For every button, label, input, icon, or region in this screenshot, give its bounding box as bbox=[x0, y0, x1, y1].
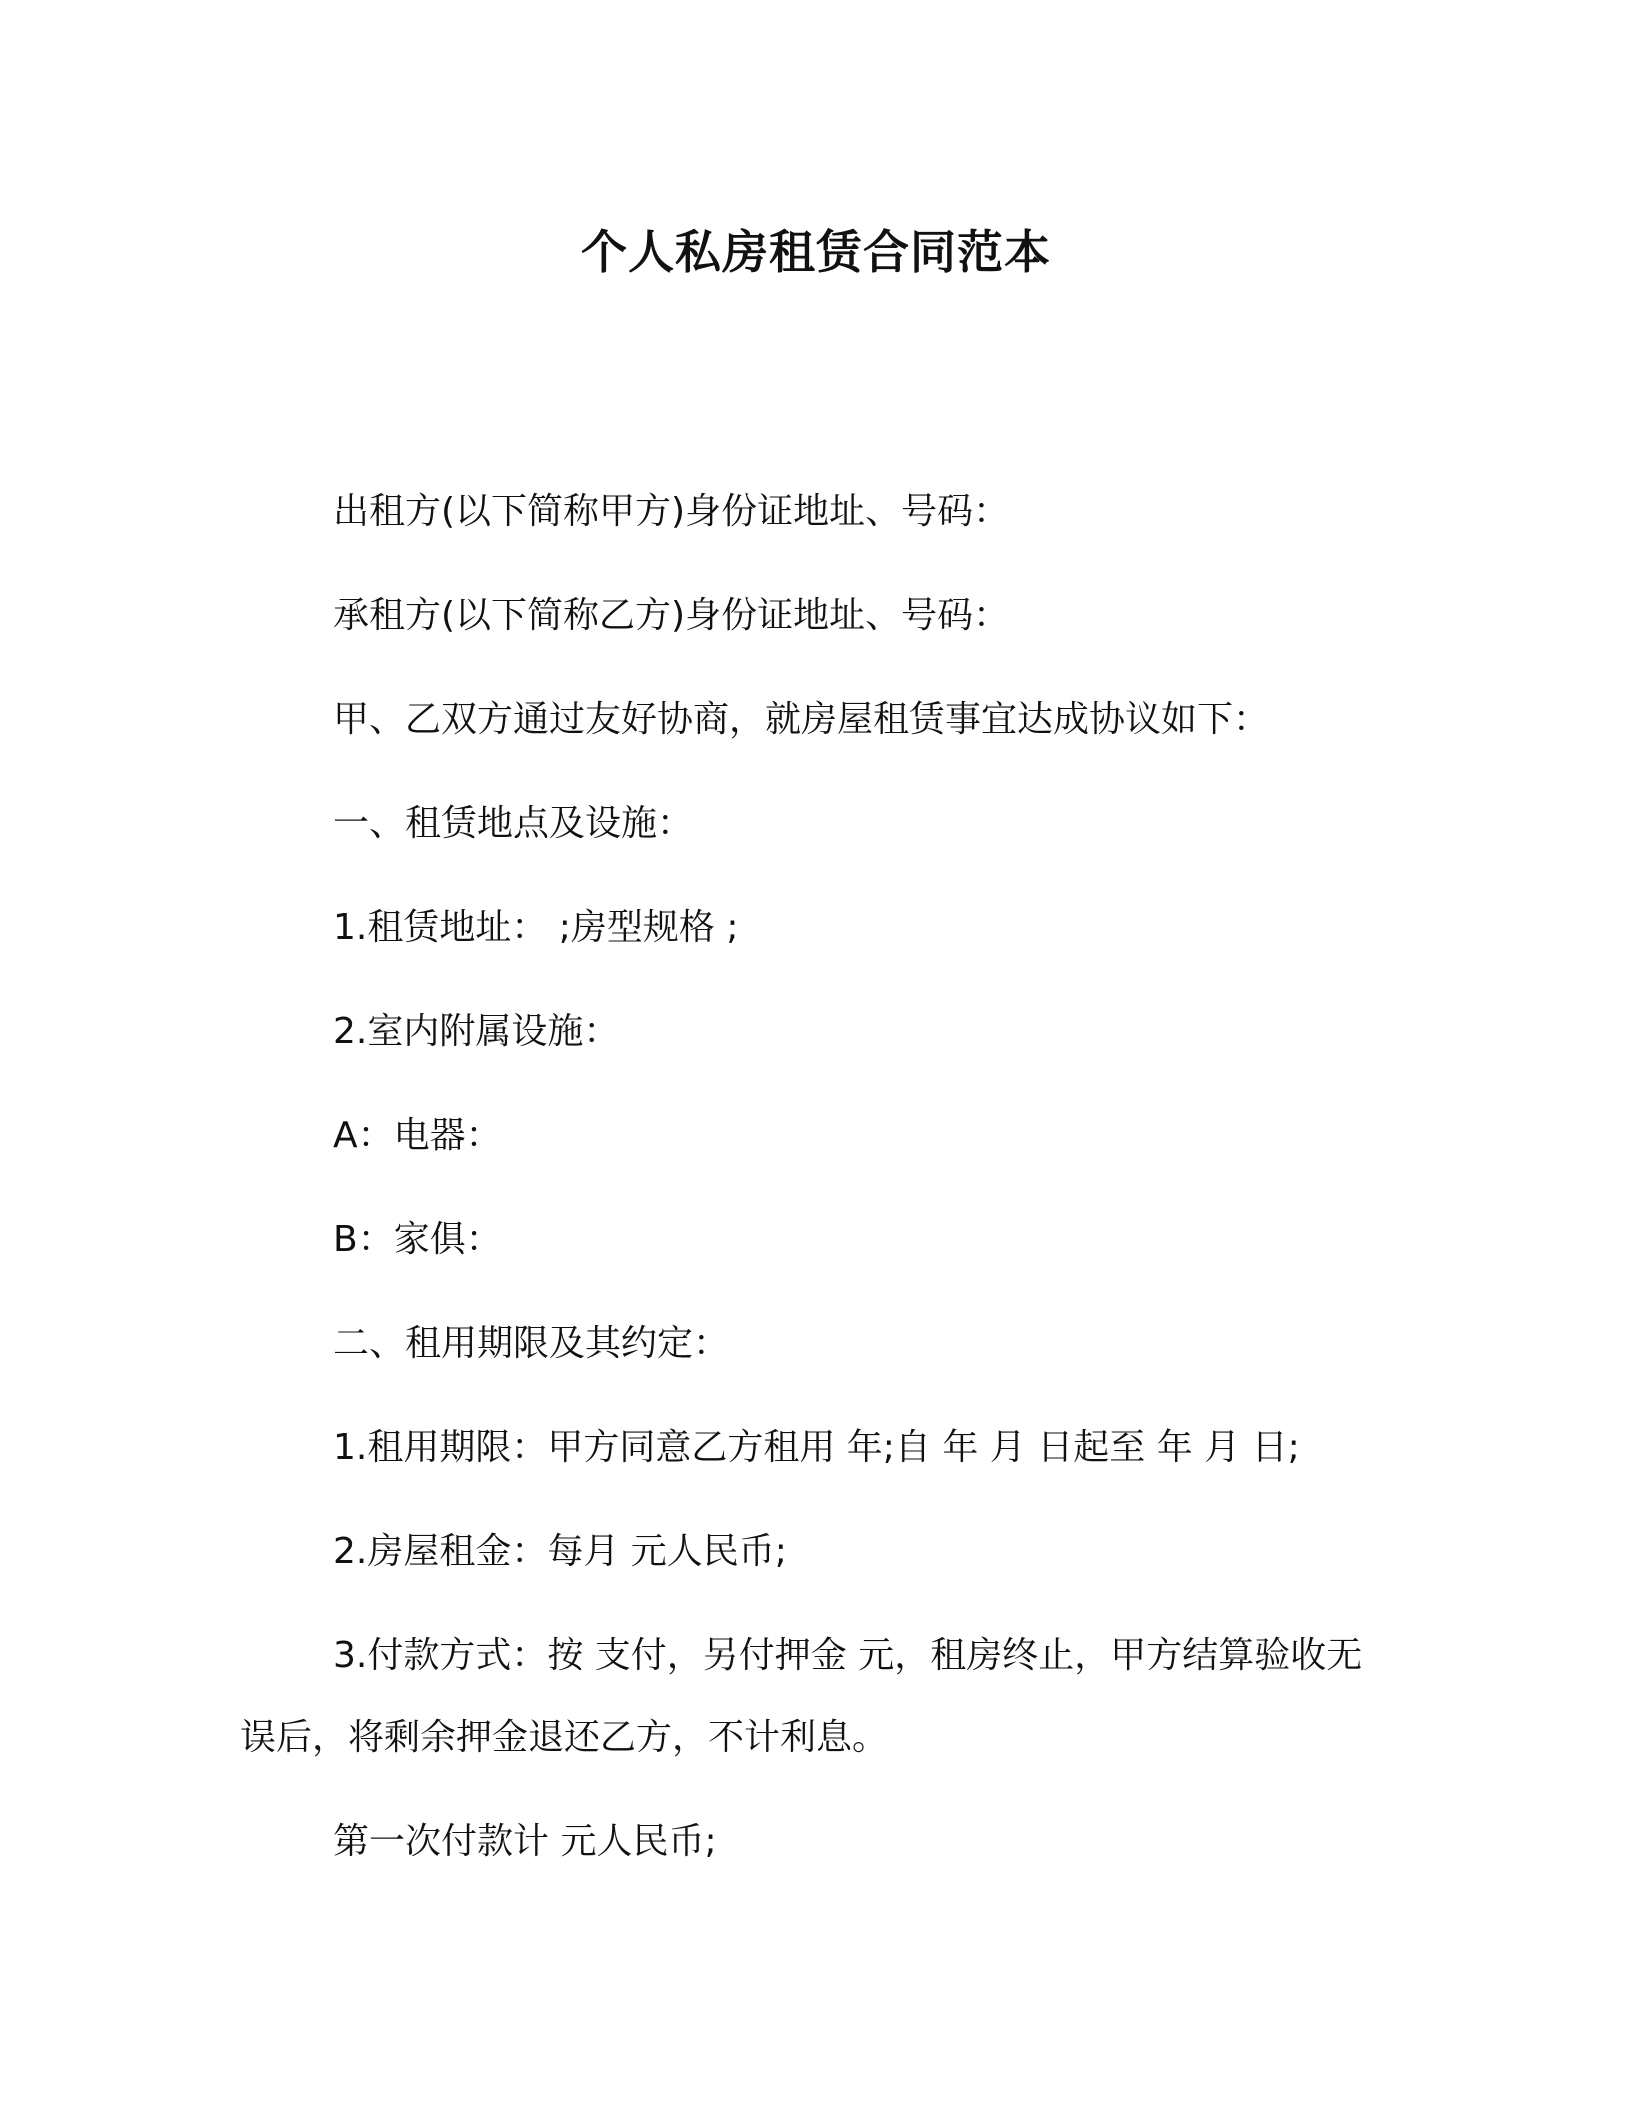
paragraph-agreement-intro: 甲、乙双方通过友好协商，就房屋租赁事宜达成协议如下： bbox=[333, 699, 1270, 740]
paragraph-appliances: A：电器： bbox=[333, 1115, 502, 1156]
paragraph-lessor: 出租方(以下简称甲方)身份证地址、号码： bbox=[333, 491, 1010, 532]
paragraph-rent: 2.房屋租金：每月 元人民币; bbox=[333, 1531, 787, 1572]
paragraph-address: 1.租赁地址： ;房型规格 ; bbox=[333, 907, 739, 948]
paragraph-lessee: 承租方(以下简称乙方)身份证地址、号码： bbox=[333, 595, 1010, 636]
paragraph-furniture: B：家俱： bbox=[333, 1219, 502, 1260]
section-heading-term: 二、租用期限及其约定： bbox=[333, 1323, 730, 1364]
paragraph-payment-method: 3.付款方式：按 支付，另付押金 元，租房终止，甲方结算验收无误后，将剩余押金退还乙方，不计利息。 bbox=[240, 1635, 1363, 1758]
section-heading-location: 一、租赁地点及设施： bbox=[333, 803, 694, 844]
document-body bbox=[240, 488, 1370, 1922]
paragraph-first-payment: 第一次付款计 元人民币; bbox=[333, 1821, 717, 1862]
document-title: 个人私房租赁合同范本 bbox=[581, 225, 1051, 279]
paragraph-facilities: 2.室内附属设施： bbox=[333, 1011, 620, 1052]
paragraph-lease-term: 1.租用期限：甲方同意乙方租用 年;自 年 月 日起至 年 月 日; bbox=[333, 1427, 1300, 1468]
